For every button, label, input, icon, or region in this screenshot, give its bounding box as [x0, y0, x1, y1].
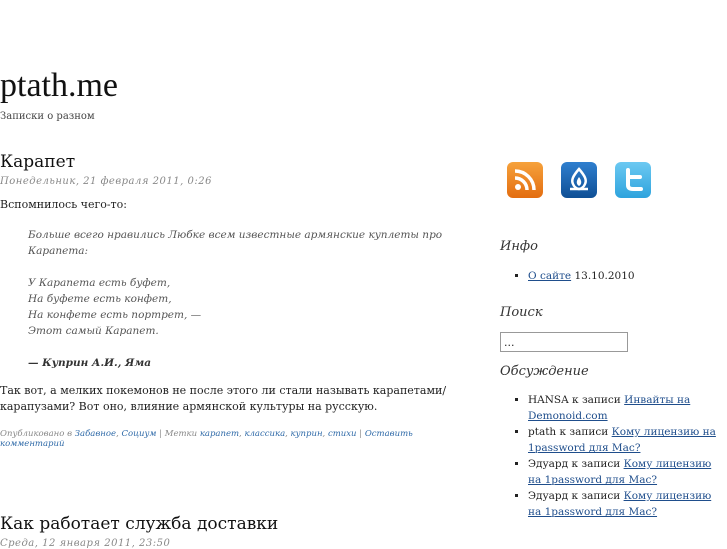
info-list	[500, 268, 720, 284]
post	[0, 150, 470, 449]
social-icons	[507, 160, 720, 200]
tag-link[interactable]: карапет	[199, 429, 240, 439]
category-link[interactable]: Социум	[121, 429, 157, 439]
list-item	[528, 424, 720, 456]
published-in-label: Опубликовано в	[0, 429, 73, 439]
comment-author: Эдуард	[528, 458, 569, 470]
verse-line: На конфете есть портрет, —	[28, 309, 202, 321]
site-description: Записки о разном	[0, 111, 95, 122]
twitter-icon[interactable]	[615, 162, 651, 198]
verse-line: У Карапета есть буфет,	[28, 277, 171, 289]
comment-connector: к записи	[559, 426, 609, 438]
post-body	[0, 197, 470, 415]
comment-post-link[interactable]: Кому лицензию на 1password для Mac?	[528, 490, 712, 518]
post-title[interactable]: Карапет	[0, 152, 76, 172]
comment-post-link[interactable]: Кому лицензию на 1password для Mac?	[528, 426, 716, 454]
post-outro: Так вот, а мелких покемонов не после этого ли стали называть карапетами/карапузами? Вот оно, влияние армянской культуры на русскую.	[0, 384, 447, 413]
post-date: Понедельник, 21 февраля 2011, 0:26	[0, 176, 212, 187]
post	[0, 512, 470, 549]
quote-author: — Куприн А.И., Яма	[28, 357, 152, 369]
discussion-widget	[500, 364, 720, 520]
separator: ,	[116, 429, 119, 439]
tag-link[interactable]: стихи	[327, 429, 357, 439]
rss-icon[interactable]	[507, 162, 543, 198]
separator: |	[359, 429, 363, 439]
tag-link[interactable]: куприн	[290, 429, 323, 439]
post-title[interactable]: Как работает служба доставки	[0, 514, 279, 534]
tag-link[interactable]: классика	[244, 429, 286, 439]
blockquote	[28, 227, 470, 371]
comment-post-link[interactable]: Инвайты на Demonoid.com	[528, 394, 691, 422]
post-meta: Опубликовано в Забавное, Социум | Метки карапет, классика, куприн, стихи | Оставить комментарий	[0, 429, 413, 449]
comment-connector: к записи	[571, 458, 621, 470]
search-widget	[500, 305, 720, 352]
list-item	[528, 456, 720, 488]
sidebar	[500, 160, 720, 520]
leave-comment-link[interactable]: Оставить комментарий	[0, 429, 413, 449]
post-date: Среда, 12 января 2011, 23:50	[0, 538, 171, 549]
comment-author: Эдуард	[528, 490, 569, 502]
verse-line: На буфете есть конфет,	[28, 293, 172, 305]
tags-label: | Метки	[159, 429, 198, 439]
main-content	[0, 150, 470, 449]
widget-title: Обсуждение	[500, 364, 589, 379]
friendfeed-icon[interactable]	[561, 162, 597, 198]
list-item	[528, 392, 720, 424]
site-title[interactable]: ptath.me	[0, 67, 119, 104]
widget-title: Инфо	[500, 239, 538, 254]
about-date: 13.10.2010	[574, 270, 635, 282]
comment-post-link[interactable]: Кому лицензию на 1password для Mac?	[528, 458, 712, 486]
list-item	[528, 488, 720, 520]
comment-connector: к записи	[571, 490, 621, 502]
search-input[interactable]: ...	[500, 332, 628, 352]
comments-list	[500, 392, 720, 520]
post-intro: Вспомнилось чего-то:	[0, 198, 127, 211]
info-widget	[500, 239, 720, 284]
comment-author: HANSA	[528, 394, 569, 406]
widget-title: Поиск	[500, 305, 543, 320]
verse-line: Этот самый Карапет.	[28, 325, 159, 337]
comment-author: ptath	[528, 426, 557, 438]
quote-lead: Больше всего нравились Любке всем известные армянские куплеты про Карапета:	[28, 229, 443, 257]
comment-connector: к записи	[572, 394, 621, 406]
list-item	[528, 268, 720, 284]
category-link[interactable]: Забавное	[74, 429, 117, 439]
about-link[interactable]: О сайте	[528, 270, 572, 282]
